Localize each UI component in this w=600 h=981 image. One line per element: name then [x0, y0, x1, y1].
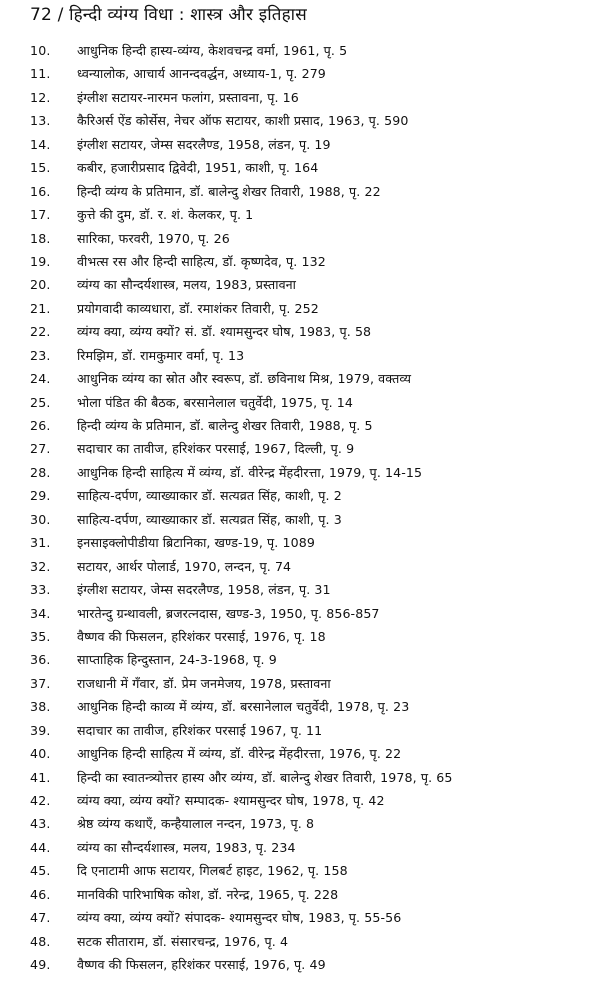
reference-item — [0, 437, 600, 460]
reference-item — [0, 39, 600, 62]
reference-item — [0, 953, 600, 976]
reference-text: मानविकी पारिभाषिक कोश, डॉ. नरेन्द्र, 1965, पृ. 228 — [77, 886, 339, 902]
reference-number: 41. — [30, 769, 51, 785]
reference-text: आधुनिक हिन्दी हास्य-व्यंग्य, केशवचन्द्र वर्मा, 1961, पृ. 5 — [77, 43, 348, 58]
reference-number: 14. — [30, 136, 51, 152]
reference-item — [0, 297, 600, 320]
reference-number: 12. — [30, 89, 51, 105]
reference-item — [0, 344, 600, 367]
reference-item — [0, 602, 600, 625]
reference-text: व्यंग्य क्या, व्यंग्य क्यों? संपादक- श्यामसुन्दर घोष, 1983, पृ. 55-56 — [77, 910, 402, 926]
reference-text: भारतेन्दु ग्रन्थावली, ब्रजरत्नदास, खण्ड-3, 1950, पृ. 856-857 — [77, 605, 380, 621]
reference-number: 39. — [30, 722, 51, 738]
reference-text: व्यंग्य का सौन्दर्यशास्त्र, मलय, 1983, पृ. 234 — [77, 839, 296, 855]
reference-text: कैरिअर्स ऐंड कोर्सेस, नेचर ऑफ सटायर, काशी प्रसाद, 1963, पृ. 590 — [77, 113, 409, 129]
reference-item — [0, 203, 600, 226]
reference-number: 24. — [30, 371, 51, 387]
reference-number: 35. — [30, 628, 51, 644]
reference-item — [0, 883, 600, 906]
reference-number: 13. — [30, 113, 51, 129]
reference-text: ध्वन्यालोक, आचार्य आनन्दवर्द्धन, अध्याय-1, पृ. 279 — [77, 66, 326, 82]
reference-text: सारिका, फरवरी, 1970, पृ. 26 — [77, 230, 230, 246]
reference-text: भोला पंडित की बैठक, बरसानेलाल चतुर्वेदी, 1975, पृ. 14 — [77, 394, 353, 410]
reference-number: 30. — [30, 511, 51, 527]
reference-item — [0, 695, 600, 718]
reference-text: वीभत्स रस और हिन्दी साहित्य, डॉ. कृष्णदेव, पृ. 132 — [77, 253, 326, 269]
reference-text: सटायर, आर्थर पोलार्ड, 1970, लन्दन, पृ. 74 — [77, 558, 292, 574]
reference-text: आधुनिक हिन्दी साहित्य में व्यंग्य, डॉ. वीरेन्द्र मेंहदीरत्ता, 1979, पृ. 14-15 — [77, 464, 423, 480]
reference-text: कबीर, हजारीप्रसाद द्विवेदी, 1951, काशी, पृ. 164 — [77, 160, 319, 176]
reference-text: साहित्य-दर्पण, व्याख्याकार डॉ. सत्यव्रत सिंह, काशी, पृ. 3 — [77, 511, 342, 527]
reference-number: 23. — [30, 347, 51, 363]
reference-item — [0, 789, 600, 812]
reference-number: 31. — [30, 535, 51, 551]
reference-item — [0, 836, 600, 859]
reference-number: 26. — [30, 418, 51, 433]
reference-number: 45. — [30, 863, 51, 879]
reference-item — [0, 273, 600, 296]
reference-item — [0, 930, 600, 953]
reference-item — [0, 320, 600, 343]
reference-number: 34. — [30, 605, 51, 621]
reference-text: इनसाइक्लोपीडीया ब्रिटानिका, खण्ड-19, पृ. 1089 — [77, 535, 315, 551]
reference-number: 22. — [30, 324, 51, 340]
reference-text: व्यंग्य क्या, व्यंग्य क्यों? सम्पादक- श्यामसुन्दर घोष, 1978, पृ. 42 — [77, 793, 385, 808]
reference-item — [0, 531, 600, 554]
reference-text: सदाचार का तावीज, हरिशंकर परसाई, 1967, दिल्ली, पृ. 9 — [77, 441, 355, 457]
reference-number: 40. — [30, 746, 51, 762]
reference-text: आधुनिक हिन्दी साहित्य में व्यंग्य, डॉ. वीरेन्द्र मेंहदीरत्ता, 1976, पृ. 22 — [77, 746, 402, 762]
reference-text: आधुनिक व्यंग्य का स्रोत और स्वरूप, डॉ. छविनाथ मिश्र, 1979, वक्तव्य — [77, 371, 412, 387]
reference-text: साप्ताहिक हिन्दुस्तान, 24-3-1968, पृ. 9 — [77, 652, 277, 668]
reference-text: साहित्य-दर्पण, व्याख्याकार डॉ. सत्यव्रत सिंह, काशी, पृ. 2 — [77, 488, 342, 504]
reference-text: वैष्णव की फिसलन, हरिशंकर परसाई, 1976, पृ. 18 — [77, 628, 326, 644]
reference-number: 33. — [30, 582, 51, 598]
reference-text: दि एनाटामी आफ सटायर, गिलबर्ट हाइट, 1962, पृ. 158 — [77, 863, 348, 879]
reference-number: 16. — [30, 183, 51, 199]
reference-number: 17. — [30, 207, 51, 223]
reference-number: 18. — [30, 230, 51, 246]
reference-text: इंग्लीश सटायर-नारमन फलांग, प्रस्तावना, पृ. 16 — [77, 89, 299, 105]
reference-number: 11. — [30, 66, 51, 82]
reference-number: 48. — [30, 933, 51, 949]
reference-text: श्रेष्ठ व्यंग्य कथाएँ, कन्हैयालाल नन्दन, 1973, पृ. 8 — [77, 816, 315, 832]
reference-item — [0, 812, 600, 835]
reference-text: इंग्लीश सटायर, जेम्स सदरलैण्ड, 1958, लंडन, पृ. 31 — [77, 582, 331, 598]
reference-text: वैष्णव की फिसलन, हरिशंकर परसाई, 1976, पृ. 49 — [77, 957, 326, 973]
reference-number: 32. — [30, 558, 51, 574]
reference-list — [0, 39, 600, 977]
reference-item — [0, 906, 600, 929]
reference-item — [0, 414, 600, 437]
reference-number: 46. — [30, 886, 51, 902]
reference-number: 38. — [30, 699, 51, 715]
reference-item — [0, 578, 600, 601]
reference-item — [0, 742, 600, 765]
reference-item — [0, 109, 600, 132]
reference-number: 37. — [30, 675, 51, 691]
reference-item — [0, 86, 600, 109]
reference-item — [0, 156, 600, 179]
reference-number: 44. — [30, 839, 51, 855]
reference-item — [0, 859, 600, 882]
reference-number: 29. — [30, 488, 51, 504]
reference-number: 47. — [30, 910, 51, 926]
reference-text: कुत्ते की दुम, डॉ. र. शं. केलकर, पृ. 1 — [77, 207, 254, 223]
reference-text: आधुनिक हिन्दी काव्य में व्यंग्य, डॉ. बरसानेलाल चतुर्वेदी, 1978, पृ. 23 — [77, 699, 410, 715]
reference-text: रिमझिम, डॉ. रामकुमार वर्मा, पृ. 13 — [77, 347, 245, 363]
reference-item — [0, 367, 600, 390]
reference-item — [0, 508, 600, 531]
reference-item — [0, 227, 600, 250]
reference-item — [0, 625, 600, 648]
reference-text: इंग्लीश सटायर, जेम्स सदरलैण्ड, 1958, लंडन, पृ. 19 — [77, 136, 331, 152]
reference-number: 21. — [30, 300, 51, 316]
reference-item — [0, 648, 600, 671]
reference-item — [0, 391, 600, 414]
reference-item — [0, 133, 600, 156]
reference-text: सदाचार का तावीज, हरिशंकर परसाई 1967, पृ. 11 — [77, 722, 323, 738]
reference-item — [0, 672, 600, 695]
page-header: 72 / हिन्दी व्यंग्य विधा : शास्त्र और इतिहास — [30, 5, 307, 25]
reference-number: 42. — [30, 793, 51, 808]
reference-number: 49. — [30, 957, 51, 973]
reference-number: 15. — [30, 160, 51, 176]
reference-item — [0, 62, 600, 85]
reference-number: 25. — [30, 394, 51, 410]
reference-item — [0, 555, 600, 578]
reference-text: व्यंग्य क्या, व्यंग्य क्यों? सं. डॉ. श्यामसुन्दर घोष, 1983, पृ. 58 — [77, 324, 372, 340]
reference-text: हिन्दी का स्वातन्त्र्योत्तर हास्य और व्यंग्य, डॉ. बालेन्दु शेखर तिवारी, 1978, पृ. 65 — [77, 769, 453, 785]
reference-text: राजधानी में गँवार, डॉ. प्रेम जनमेजय, 1978, प्रस्तावना — [77, 675, 331, 691]
reference-text: सटक सीताराम, डॉ. संसारचन्द्र, 1976, पृ. 4 — [77, 933, 289, 949]
reference-item — [0, 461, 600, 484]
reference-number: 10. — [30, 43, 51, 58]
reference-item — [0, 484, 600, 507]
reference-number: 36. — [30, 652, 51, 668]
reference-number: 27. — [30, 441, 51, 457]
reference-number: 28. — [30, 464, 51, 480]
reference-text: हिन्दी व्यंग्य के प्रतिमान, डॉ. बालेन्दु शेखर तिवारी, 1988, पृ. 5 — [77, 418, 373, 433]
reference-number: 19. — [30, 253, 51, 269]
reference-number: 20. — [30, 277, 51, 293]
reference-item — [0, 719, 600, 742]
reference-text: व्यंग्य का सौन्दर्यशास्त्र, मलय, 1983, प्रस्तावना — [77, 277, 297, 293]
reference-text: हिन्दी व्यंग्य के प्रतिमान, डॉ. बालेन्दु शेखर तिवारी, 1988, पृ. 22 — [77, 183, 381, 199]
reference-number: 43. — [30, 816, 51, 832]
reference-item — [0, 766, 600, 789]
reference-item — [0, 250, 600, 273]
reference-item — [0, 180, 600, 203]
reference-text: प्रयोगवादी काव्यधारा, डॉ. रमाशंकर तिवारी, पृ. 252 — [77, 300, 319, 316]
